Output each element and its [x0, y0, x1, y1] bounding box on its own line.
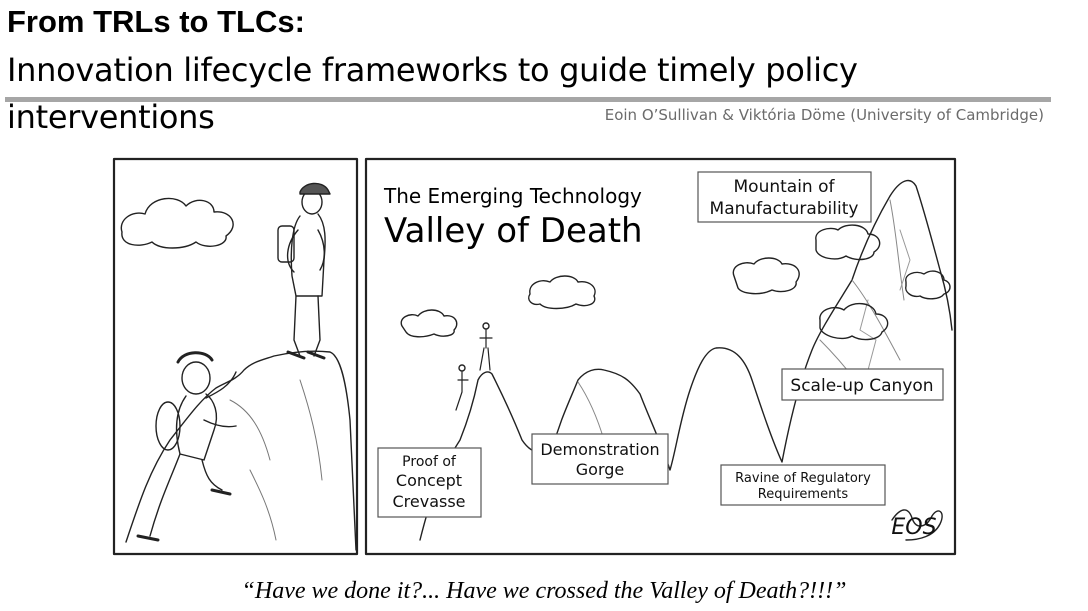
slide-subtitle-line2: interventions: [7, 98, 215, 136]
cloud-icon: [121, 198, 233, 248]
cartoon-heading-small: The Emerging Technology: [384, 184, 642, 208]
slide-subtitle-line1: Innovation lifecycle frameworks to guide timely policy: [7, 51, 858, 89]
cloud-icon: [820, 304, 888, 340]
ravine-label-line1: Ravine of Regulatory: [735, 471, 871, 486]
cloud-icon: [906, 271, 950, 299]
cartoon-heading-large: Valley of Death: [384, 211, 643, 251]
demo-label-line2: Gorge: [575, 460, 625, 479]
ravine-label-line2: Requirements: [757, 487, 849, 502]
scaleup-label: Scale-up Canyon: [790, 376, 934, 396]
climbing-hiker: [138, 353, 236, 540]
proof-label-line2: Concept: [395, 471, 463, 490]
valley-of-death-cartoon: [0, 150, 1088, 570]
proof-label-line1: Proof of: [402, 454, 456, 470]
mountain-label-line1: Mountain of: [733, 177, 835, 197]
artist-signature: EOS: [891, 515, 937, 540]
cloud-icon: [816, 225, 880, 259]
cartoon-caption: “Have we done it?... Have we crossed the Valley of Death?!!!”: [241, 578, 847, 604]
standing-hiker: [278, 183, 330, 358]
cloud-icon: [401, 310, 457, 337]
authors-credit: Eoin O’Sullivan & Viktória Döme (University of Cambridge): [604, 106, 1044, 124]
cloud-icon: [733, 258, 799, 294]
slide-title: From TRLs to TLCs:: [7, 4, 305, 39]
mountain-label-line2: Manufacturability: [709, 199, 859, 219]
proof-label-line3: Crevasse: [392, 492, 466, 511]
rock-peak: [126, 351, 356, 550]
demo-label-line1: Demonstration: [540, 440, 660, 459]
cloud-icon: [529, 276, 595, 309]
